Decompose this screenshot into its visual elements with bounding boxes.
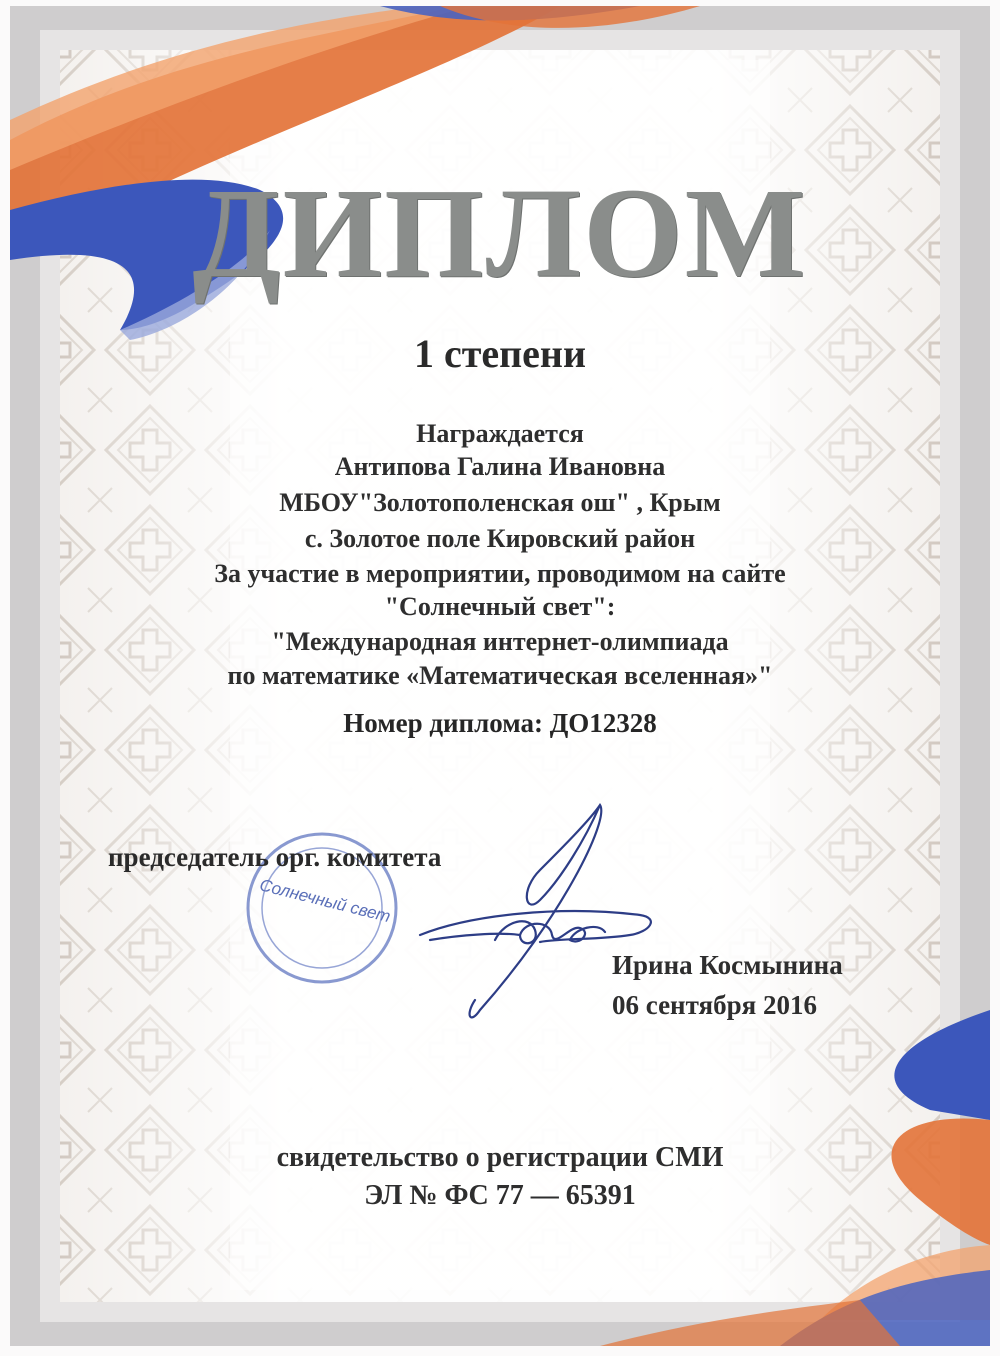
diploma-degree: 1 степени xyxy=(413,331,587,376)
signer-name: Ирина Космынина xyxy=(612,950,843,980)
award-line-8: по математике «Математическая вселенная»" xyxy=(227,661,773,690)
chair-label: председатель орг. комитета xyxy=(108,842,442,872)
seal-text: Солнечный свет xyxy=(257,875,393,927)
seal-text-overlay xyxy=(248,834,398,984)
award-line-7: "Международная интернет-олимпиада xyxy=(271,627,729,656)
award-line-3: МБОУ"Золотополенская ош" , Крым xyxy=(279,488,721,517)
registration-line-1: свидетельство о регистрации СМИ xyxy=(276,1142,724,1173)
award-line-4: с. Золотое поле Кировский район xyxy=(304,524,696,553)
diploma-title: ДИПЛОМ xyxy=(192,162,808,304)
award-line-1: Награждается xyxy=(416,419,584,448)
issue-date: 06 сентября 2016 xyxy=(612,990,817,1020)
award-line-2: Антипова Галина Ивановна xyxy=(334,452,666,481)
registration-line-2: ЭЛ № ФС 77 — 65391 xyxy=(364,1180,636,1211)
award-line-5: За участие в мероприятии, проводимом на сайте xyxy=(214,559,786,588)
award-line-6: "Солнечный свет": xyxy=(384,592,616,621)
diploma-number: Номер диплома: ДО12328 xyxy=(343,708,657,738)
